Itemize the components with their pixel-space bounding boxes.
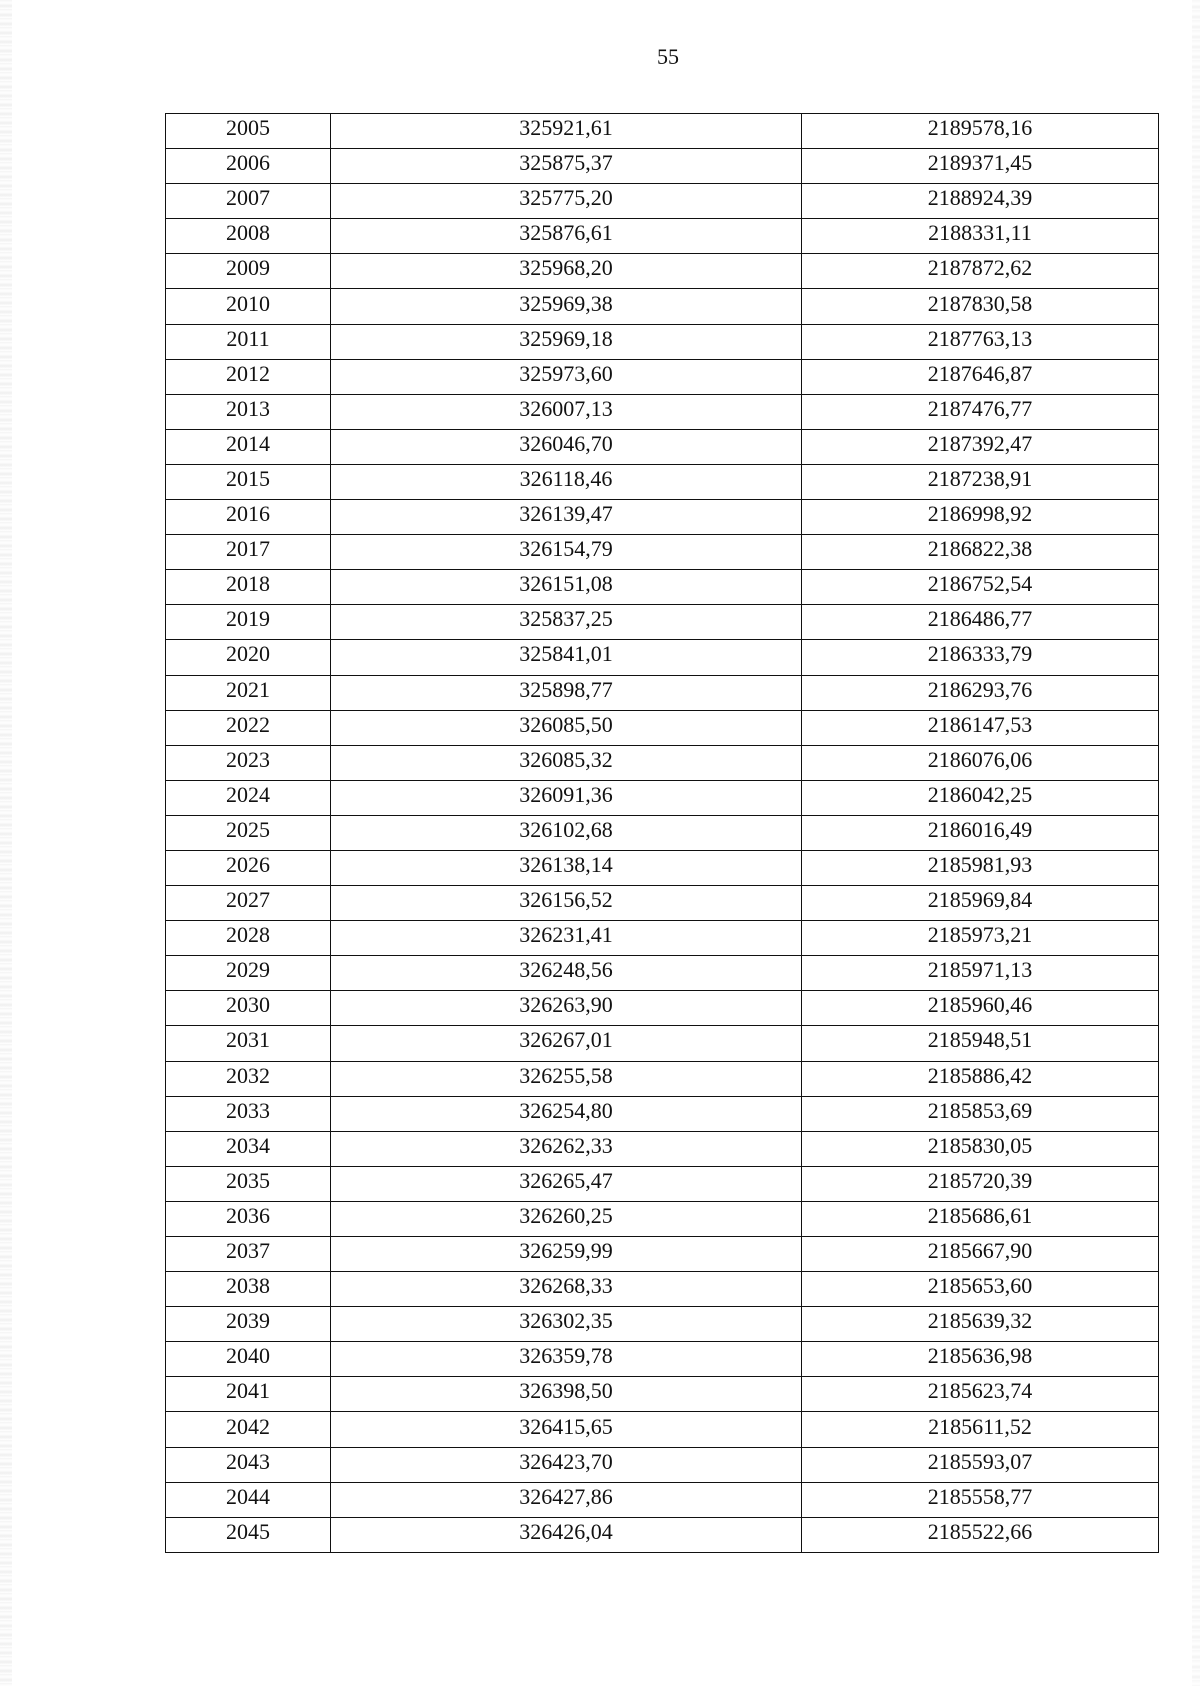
x-coordinate-cell (331, 710, 802, 745)
y-coordinate-cell (802, 1342, 1159, 1377)
x-coordinate-cell (331, 464, 802, 499)
point-number-cell-text: 2029 (226, 957, 270, 983)
x-coordinate-cell (331, 956, 802, 991)
y-coordinate-cell-text: 2185611,52 (928, 1413, 1032, 1439)
point-number-cell (166, 815, 331, 850)
coordinates-table-body (166, 114, 1159, 1553)
point-number-cell-text: 2039 (226, 1308, 270, 1334)
point-number-cell (166, 1201, 331, 1236)
x-coordinate-cell (331, 1201, 802, 1236)
point-number-cell (166, 394, 331, 429)
x-coordinate-cell (331, 850, 802, 885)
y-coordinate-cell-text: 2186147,53 (927, 711, 1033, 737)
point-number-cell (166, 359, 331, 394)
y-coordinate-cell (802, 886, 1159, 921)
x-coordinate-cell (331, 780, 802, 815)
x-coordinate-cell (331, 1447, 802, 1482)
y-coordinate-cell (802, 640, 1159, 675)
point-number-cell (166, 1272, 331, 1307)
x-coordinate-cell (331, 359, 802, 394)
y-coordinate-cell-text: 2186998,92 (927, 501, 1033, 527)
y-coordinate-cell (802, 850, 1159, 885)
y-coordinate-cell-text: 2186016,49 (927, 816, 1033, 842)
scan-edge-left (0, 0, 12, 1686)
y-coordinate-cell-text: 2185830,05 (927, 1132, 1033, 1158)
point-number-cell (166, 1447, 331, 1482)
y-coordinate-cell (802, 1237, 1159, 1272)
point-number-cell (166, 429, 331, 464)
point-number-cell-text: 2045 (226, 1518, 270, 1544)
y-coordinate-cell-text: 2189578,16 (927, 115, 1033, 141)
x-coordinate-cell (331, 886, 802, 921)
x-coordinate-cell-text: 326085,32 (519, 746, 613, 772)
x-coordinate-cell (331, 1517, 802, 1552)
x-coordinate-cell (331, 394, 802, 429)
y-coordinate-cell (802, 675, 1159, 710)
y-coordinate-cell (802, 1026, 1159, 1061)
y-coordinate-cell (802, 991, 1159, 1026)
table-row (166, 184, 1159, 219)
y-coordinate-cell (802, 394, 1159, 429)
x-coordinate-cell (331, 1377, 802, 1412)
y-coordinate-cell-text: 2187830,58 (927, 290, 1033, 316)
x-coordinate-cell-text: 326255,58 (519, 1062, 613, 1088)
x-coordinate-cell-text: 326267,01 (519, 1027, 613, 1053)
table-row (166, 570, 1159, 605)
table-row (166, 149, 1159, 184)
point-number-cell-text: 2042 (226, 1413, 270, 1439)
point-number-cell (166, 921, 331, 956)
x-coordinate-cell-text: 326423,70 (519, 1448, 613, 1474)
table-row (166, 1482, 1159, 1517)
x-coordinate-cell (331, 675, 802, 710)
x-coordinate-cell (331, 1342, 802, 1377)
table-row (166, 1307, 1159, 1342)
point-number-cell (166, 570, 331, 605)
y-coordinate-cell (802, 464, 1159, 499)
table-row (166, 1166, 1159, 1201)
x-coordinate-cell (331, 745, 802, 780)
point-number-cell-text: 2036 (226, 1202, 270, 1228)
y-coordinate-cell (802, 780, 1159, 815)
x-coordinate-cell-text: 326254,80 (519, 1097, 613, 1123)
y-coordinate-cell-text: 2185886,42 (927, 1062, 1033, 1088)
y-coordinate-cell (802, 1377, 1159, 1412)
x-coordinate-cell-text: 325875,37 (519, 150, 613, 176)
y-coordinate-cell-text: 2187646,87 (927, 360, 1033, 386)
table-row (166, 675, 1159, 710)
table-row (166, 464, 1159, 499)
table-row (166, 1447, 1159, 1482)
x-coordinate-cell (331, 1412, 802, 1447)
table-row (166, 1342, 1159, 1377)
table-row (166, 605, 1159, 640)
x-coordinate-cell-text: 326091,36 (519, 781, 613, 807)
point-number-cell (166, 991, 331, 1026)
point-number-cell (166, 1237, 331, 1272)
point-number-cell (166, 605, 331, 640)
point-number-cell-text: 2037 (226, 1238, 270, 1264)
page-number: 55 (657, 44, 679, 69)
y-coordinate-cell (802, 184, 1159, 219)
y-coordinate-cell-text: 2185558,77 (927, 1483, 1033, 1509)
point-number-cell-text: 2033 (226, 1097, 270, 1123)
x-coordinate-cell-text: 326154,79 (519, 536, 613, 562)
y-coordinate-cell (802, 429, 1159, 464)
point-number-cell-text: 2016 (226, 501, 270, 527)
y-coordinate-cell-text: 2185969,84 (927, 887, 1033, 913)
y-coordinate-cell (802, 710, 1159, 745)
x-coordinate-cell (331, 991, 802, 1026)
point-number-cell (166, 640, 331, 675)
point-number-cell (166, 500, 331, 535)
y-coordinate-cell-text: 2187238,91 (927, 465, 1033, 491)
x-coordinate-cell-text: 326398,50 (519, 1378, 613, 1404)
x-coordinate-cell-text: 326156,52 (519, 887, 613, 913)
y-coordinate-cell-text: 2188924,39 (927, 185, 1033, 211)
point-number-cell-text: 2034 (226, 1132, 270, 1158)
y-coordinate-cell (802, 605, 1159, 640)
y-coordinate-cell (802, 324, 1159, 359)
x-coordinate-cell-text: 326263,90 (519, 992, 613, 1018)
coordinates-table (165, 113, 1159, 1553)
x-coordinate-cell (331, 149, 802, 184)
table-row (166, 289, 1159, 324)
table-row (166, 1412, 1159, 1447)
x-coordinate-cell (331, 324, 802, 359)
point-number-cell (166, 535, 331, 570)
x-coordinate-cell (331, 1482, 802, 1517)
point-number-cell-text: 2006 (226, 150, 270, 176)
point-number-cell (166, 1061, 331, 1096)
point-number-cell-text: 2015 (226, 465, 270, 491)
point-number-cell (166, 114, 331, 149)
point-number-cell-text: 2026 (226, 852, 270, 878)
x-coordinate-cell (331, 1026, 802, 1061)
x-coordinate-cell-text: 326268,33 (519, 1273, 613, 1299)
x-coordinate-cell (331, 1061, 802, 1096)
table-row (166, 780, 1159, 815)
table-row (166, 359, 1159, 394)
point-number-cell (166, 289, 331, 324)
y-coordinate-cell-text: 2185686,61 (927, 1202, 1033, 1228)
point-number-cell (166, 886, 331, 921)
x-coordinate-cell (331, 570, 802, 605)
x-coordinate-cell-text: 325841,01 (519, 641, 613, 667)
point-number-cell-text: 2044 (226, 1483, 270, 1509)
point-number-cell (166, 745, 331, 780)
point-number-cell-text: 2035 (226, 1167, 270, 1193)
point-number-cell-text: 2027 (226, 887, 270, 913)
y-coordinate-cell (802, 815, 1159, 850)
y-coordinate-cell (802, 1447, 1159, 1482)
point-number-cell (166, 1307, 331, 1342)
point-number-cell (166, 149, 331, 184)
point-number-cell (166, 850, 331, 885)
x-coordinate-cell (331, 254, 802, 289)
y-coordinate-cell (802, 149, 1159, 184)
point-number-cell (166, 1482, 331, 1517)
point-number-cell (166, 1131, 331, 1166)
y-coordinate-cell (802, 1307, 1159, 1342)
table-row (166, 324, 1159, 359)
y-coordinate-cell (802, 1166, 1159, 1201)
y-coordinate-cell-text: 2186042,25 (927, 781, 1033, 807)
y-coordinate-cell (802, 1517, 1159, 1552)
point-number-cell-text: 2028 (226, 922, 270, 948)
y-coordinate-cell-text: 2185593,07 (927, 1448, 1033, 1474)
point-number-cell-text: 2043 (226, 1448, 270, 1474)
point-number-cell-text: 2041 (226, 1378, 270, 1404)
scan-edge-right (1192, 0, 1200, 1686)
point-number-cell (166, 219, 331, 254)
table-row (166, 1131, 1159, 1166)
point-number-cell-text: 2014 (226, 430, 270, 456)
y-coordinate-cell-text: 2186752,54 (927, 571, 1033, 597)
point-number-cell-text: 2019 (226, 606, 270, 632)
point-number-cell (166, 464, 331, 499)
x-coordinate-cell (331, 1166, 802, 1201)
x-coordinate-cell (331, 1131, 802, 1166)
point-number-cell-text: 2020 (226, 641, 270, 667)
table-row (166, 114, 1159, 149)
y-coordinate-cell-text: 2187476,77 (927, 395, 1033, 421)
y-coordinate-cell-text: 2185948,51 (927, 1027, 1033, 1053)
y-coordinate-cell-text: 2188331,11 (928, 220, 1032, 246)
x-coordinate-cell-text: 326415,65 (519, 1413, 613, 1439)
x-coordinate-cell-text: 326085,50 (519, 711, 613, 737)
x-coordinate-cell-text: 326138,14 (519, 852, 613, 878)
point-number-cell-text: 2023 (226, 746, 270, 772)
x-coordinate-cell-text: 326260,25 (519, 1202, 613, 1228)
y-coordinate-cell (802, 1131, 1159, 1166)
x-coordinate-cell-text: 326151,08 (519, 571, 613, 597)
point-number-cell-text: 2038 (226, 1273, 270, 1299)
y-coordinate-cell (802, 921, 1159, 956)
table-row (166, 1517, 1159, 1552)
point-number-cell-text: 2030 (226, 992, 270, 1018)
x-coordinate-cell (331, 1237, 802, 1272)
x-coordinate-cell-text: 325968,20 (519, 255, 613, 281)
x-coordinate-cell (331, 640, 802, 675)
x-coordinate-cell-text: 325837,25 (519, 606, 613, 632)
table-row (166, 815, 1159, 850)
y-coordinate-cell-text: 2189371,45 (927, 150, 1033, 176)
point-number-cell-text: 2012 (226, 360, 270, 386)
y-coordinate-cell-text: 2185720,39 (927, 1167, 1033, 1193)
table-row (166, 394, 1159, 429)
x-coordinate-cell (331, 1272, 802, 1307)
x-coordinate-cell-text: 326231,41 (519, 922, 613, 948)
table-row (166, 1272, 1159, 1307)
y-coordinate-cell (802, 500, 1159, 535)
point-number-cell-text: 2011 (226, 325, 270, 351)
x-coordinate-cell (331, 500, 802, 535)
y-coordinate-cell (802, 1201, 1159, 1236)
point-number-cell-text: 2022 (226, 711, 270, 737)
y-coordinate-cell-text: 2186076,06 (927, 746, 1033, 772)
x-coordinate-cell-text: 325775,20 (519, 185, 613, 211)
y-coordinate-cell-text: 2185623,74 (927, 1378, 1033, 1404)
y-coordinate-cell-text: 2185653,60 (927, 1273, 1033, 1299)
x-coordinate-cell (331, 605, 802, 640)
x-coordinate-cell-text: 326427,86 (519, 1483, 613, 1509)
point-number-cell-text: 2013 (226, 395, 270, 421)
y-coordinate-cell-text: 2186333,79 (927, 641, 1033, 667)
x-coordinate-cell-text: 325898,77 (519, 676, 613, 702)
x-coordinate-cell-text: 325973,60 (519, 360, 613, 386)
y-coordinate-cell-text: 2186822,38 (927, 536, 1033, 562)
y-coordinate-cell (802, 254, 1159, 289)
y-coordinate-cell-text: 2185960,46 (927, 992, 1033, 1018)
point-number-cell-text: 2009 (226, 255, 270, 281)
point-number-cell-text: 2007 (226, 185, 270, 211)
point-number-cell-text: 2017 (226, 536, 270, 562)
point-number-cell-text: 2021 (226, 676, 270, 702)
table-row (166, 429, 1159, 464)
point-number-cell (166, 324, 331, 359)
x-coordinate-cell-text: 326426,04 (519, 1518, 613, 1544)
point-number-cell-text: 2008 (226, 220, 270, 246)
x-coordinate-cell-text: 326007,13 (519, 395, 613, 421)
table-row (166, 254, 1159, 289)
table-row (166, 991, 1159, 1026)
table-row (166, 886, 1159, 921)
point-number-cell (166, 956, 331, 991)
x-coordinate-cell (331, 1307, 802, 1342)
point-number-cell-text: 2018 (226, 571, 270, 597)
point-number-cell-text: 2025 (226, 816, 270, 842)
x-coordinate-cell-text: 326359,78 (519, 1343, 613, 1369)
y-coordinate-cell-text: 2186293,76 (927, 676, 1033, 702)
table-row (166, 710, 1159, 745)
point-number-cell (166, 1026, 331, 1061)
table-row (166, 956, 1159, 991)
point-number-cell-text: 2040 (226, 1343, 270, 1369)
y-coordinate-cell-text: 2185853,69 (927, 1097, 1033, 1123)
table-row (166, 219, 1159, 254)
x-coordinate-cell-text: 326302,35 (519, 1308, 613, 1334)
x-coordinate-cell-text: 326248,56 (519, 957, 613, 983)
point-number-cell-text: 2005 (226, 115, 270, 141)
x-coordinate-cell-text: 326139,47 (519, 501, 613, 527)
x-coordinate-cell-text: 325969,38 (519, 290, 613, 316)
point-number-cell (166, 1096, 331, 1131)
y-coordinate-cell (802, 1061, 1159, 1096)
y-coordinate-cell-text: 2185981,93 (927, 852, 1033, 878)
y-coordinate-cell-text: 2185636,98 (927, 1343, 1033, 1369)
y-coordinate-cell (802, 359, 1159, 394)
point-number-cell-text: 2031 (226, 1027, 270, 1053)
y-coordinate-cell-text: 2187872,62 (927, 255, 1033, 281)
y-coordinate-cell-text: 2185522,66 (927, 1518, 1033, 1544)
table-row (166, 745, 1159, 780)
y-coordinate-cell-text: 2185971,13 (927, 957, 1033, 983)
y-coordinate-cell-text: 2185973,21 (927, 922, 1033, 948)
x-coordinate-cell-text: 326102,68 (519, 816, 613, 842)
x-coordinate-cell-text: 326265,47 (519, 1167, 613, 1193)
table-row (166, 1237, 1159, 1272)
y-coordinate-cell (802, 745, 1159, 780)
point-number-cell (166, 1166, 331, 1201)
table-row (166, 640, 1159, 675)
x-coordinate-cell-text: 325876,61 (519, 220, 613, 246)
y-coordinate-cell (802, 1096, 1159, 1131)
y-coordinate-cell-text: 2187392,47 (927, 430, 1033, 456)
point-number-cell (166, 1377, 331, 1412)
table-row (166, 1026, 1159, 1061)
x-coordinate-cell (331, 219, 802, 254)
x-coordinate-cell-text: 326262,33 (519, 1132, 613, 1158)
point-number-cell (166, 254, 331, 289)
y-coordinate-cell-text: 2187763,13 (927, 325, 1033, 351)
point-number-cell (166, 675, 331, 710)
x-coordinate-cell (331, 429, 802, 464)
table-row (166, 535, 1159, 570)
point-number-cell (166, 184, 331, 219)
y-coordinate-cell (802, 219, 1159, 254)
y-coordinate-cell (802, 1272, 1159, 1307)
x-coordinate-cell (331, 184, 802, 219)
table-row (166, 850, 1159, 885)
x-coordinate-cell (331, 921, 802, 956)
table-row (166, 1096, 1159, 1131)
y-coordinate-cell (802, 956, 1159, 991)
table-row (166, 1377, 1159, 1412)
x-coordinate-cell-text: 326046,70 (519, 430, 613, 456)
point-number-cell (166, 1342, 331, 1377)
table-row (166, 921, 1159, 956)
y-coordinate-cell (802, 289, 1159, 324)
table-row (166, 500, 1159, 535)
y-coordinate-cell (802, 114, 1159, 149)
y-coordinate-cell (802, 1412, 1159, 1447)
y-coordinate-cell-text: 2185667,90 (927, 1238, 1033, 1264)
point-number-cell (166, 780, 331, 815)
x-coordinate-cell-text: 325921,61 (519, 115, 613, 141)
x-coordinate-cell (331, 1096, 802, 1131)
y-coordinate-cell-text: 2185639,32 (927, 1308, 1033, 1334)
x-coordinate-cell (331, 114, 802, 149)
y-coordinate-cell (802, 570, 1159, 605)
point-number-cell-text: 2010 (226, 290, 270, 316)
table-row (166, 1061, 1159, 1096)
point-number-cell (166, 1412, 331, 1447)
x-coordinate-cell (331, 815, 802, 850)
point-number-cell (166, 710, 331, 745)
y-coordinate-cell-text: 2186486,77 (927, 606, 1033, 632)
y-coordinate-cell (802, 1482, 1159, 1517)
point-number-cell-text: 2032 (226, 1062, 270, 1088)
point-number-cell-text: 2024 (226, 781, 270, 807)
x-coordinate-cell-text: 326118,46 (519, 465, 613, 491)
point-number-cell (166, 1517, 331, 1552)
x-coordinate-cell-text: 326259,99 (519, 1238, 613, 1264)
x-coordinate-cell (331, 289, 802, 324)
x-coordinate-cell-text: 325969,18 (519, 325, 613, 351)
table-row (166, 1201, 1159, 1236)
x-coordinate-cell (331, 535, 802, 570)
y-coordinate-cell (802, 535, 1159, 570)
